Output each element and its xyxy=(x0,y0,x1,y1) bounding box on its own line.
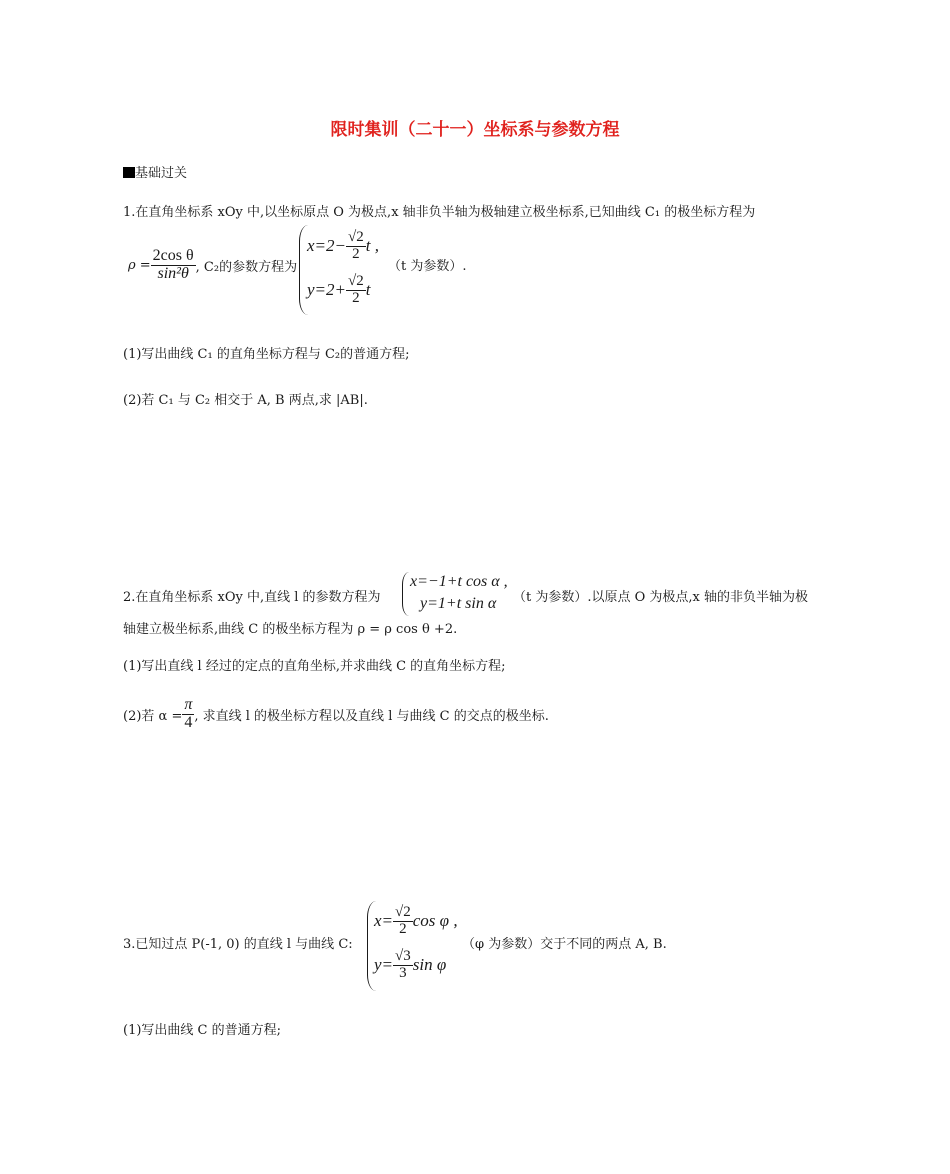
q1-formula-row xyxy=(128,248,297,283)
q3-y-frac-den: 3 xyxy=(399,964,407,981)
q3-x-rhs: cos φ , xyxy=(412,911,458,931)
q2-sub2 xyxy=(123,697,549,732)
q2-tail: （t 为参数）.以原点 O 为极点,x 轴的非负半轴为极 xyxy=(513,590,809,605)
q1-x-lhs: x=2− xyxy=(307,236,346,256)
q3-lead: 3.已知过点 P(-1, 0) 的直线 l 与曲线 C: xyxy=(123,937,353,952)
q2-x-equation: x=−1+t cos α , xyxy=(410,573,508,590)
q2-alpha-den: 4 xyxy=(184,713,193,731)
q1-x-frac-num: √2 xyxy=(348,229,364,245)
q3-sub1: (1)写出曲线 C 的普通方程; xyxy=(123,1023,282,1038)
q2-sub1: (1)写出直线 l 经过的定点的直角坐标,并求曲线 C 的直角坐标方程; xyxy=(123,659,506,674)
section-label: 基础过关 xyxy=(135,166,188,181)
square-bullet-icon xyxy=(123,167,135,178)
q2-sub2-lead: (2)若 α = xyxy=(123,708,183,724)
q1-x-rhs: t , xyxy=(365,236,379,256)
q1-y-equation xyxy=(307,274,370,307)
q3-y-lhs: y= xyxy=(374,955,394,975)
q2-system-brace xyxy=(402,572,409,616)
q1-y-frac-den: 2 xyxy=(352,289,360,306)
q3-x-equation xyxy=(374,905,458,938)
q1-mid-text: , C₂的参数方程为 xyxy=(195,259,298,275)
q1-rho: ρ = xyxy=(128,257,151,273)
q2-lead: 2.在直角坐标系 xOy 中,直线 l 的参数方程为 xyxy=(123,590,381,605)
q2-alpha-num: π xyxy=(184,696,193,713)
q2-line2: 轴建立极坐标系,曲线 C 的极坐标方程为 ρ = ρ cos θ +2. xyxy=(123,622,458,637)
q1-y-fraction xyxy=(346,274,366,307)
q1-line1: 1.在直角坐标系 xOy 中,以坐标原点 O 为极点,x 轴非负半轴为极轴建立极坐标系,已知曲线 C₁ 的极坐标方程为 xyxy=(123,205,756,220)
q1-x-fraction xyxy=(346,230,366,263)
q1-sub1: (1)写出曲线 C₁ 的直角坐标方程与 C₂的普通方程; xyxy=(123,347,410,362)
q3-x-frac-num: √2 xyxy=(395,904,411,920)
q2-alpha-fraction xyxy=(182,697,194,732)
q3-x-fraction xyxy=(393,905,413,938)
q3-x-lhs: x= xyxy=(374,911,394,931)
q3-y-fraction xyxy=(393,949,413,982)
q1-rho-numerator: 2cos θ xyxy=(152,247,194,264)
q1-x-frac-den: 2 xyxy=(352,245,360,262)
q1-x-equation xyxy=(307,230,379,263)
q3-tail: （φ 为参数）交于不同的两点 A, B. xyxy=(462,937,667,952)
q1-rho-fraction xyxy=(151,248,196,283)
q1-y-frac-num: √2 xyxy=(348,273,364,289)
q3-x-frac-den: 2 xyxy=(399,920,407,937)
q3-y-equation xyxy=(374,949,446,982)
section-heading xyxy=(123,162,187,181)
q2-y-equation: y=1+t sin α xyxy=(420,595,497,612)
q1-y-rhs: t xyxy=(365,280,371,300)
q2-sub2-tail: , 求直线 l 的极坐标方程以及直线 l 与曲线 C 的交点的极坐标. xyxy=(194,708,549,724)
q3-y-frac-num: √3 xyxy=(395,948,411,964)
q1-param-note: （t 为参数）. xyxy=(388,259,467,274)
page-title: 限时集训（二十一）坐标系与参数方程 xyxy=(330,120,620,140)
q1-sub2: (2)若 C₁ 与 C₂ 相交于 A, B 两点,求 |AB|. xyxy=(123,393,368,408)
q3-y-rhs: sin φ xyxy=(412,955,447,975)
q1-rho-denominator: sin²θ xyxy=(157,264,189,282)
q1-y-lhs: y=2+ xyxy=(307,280,346,300)
